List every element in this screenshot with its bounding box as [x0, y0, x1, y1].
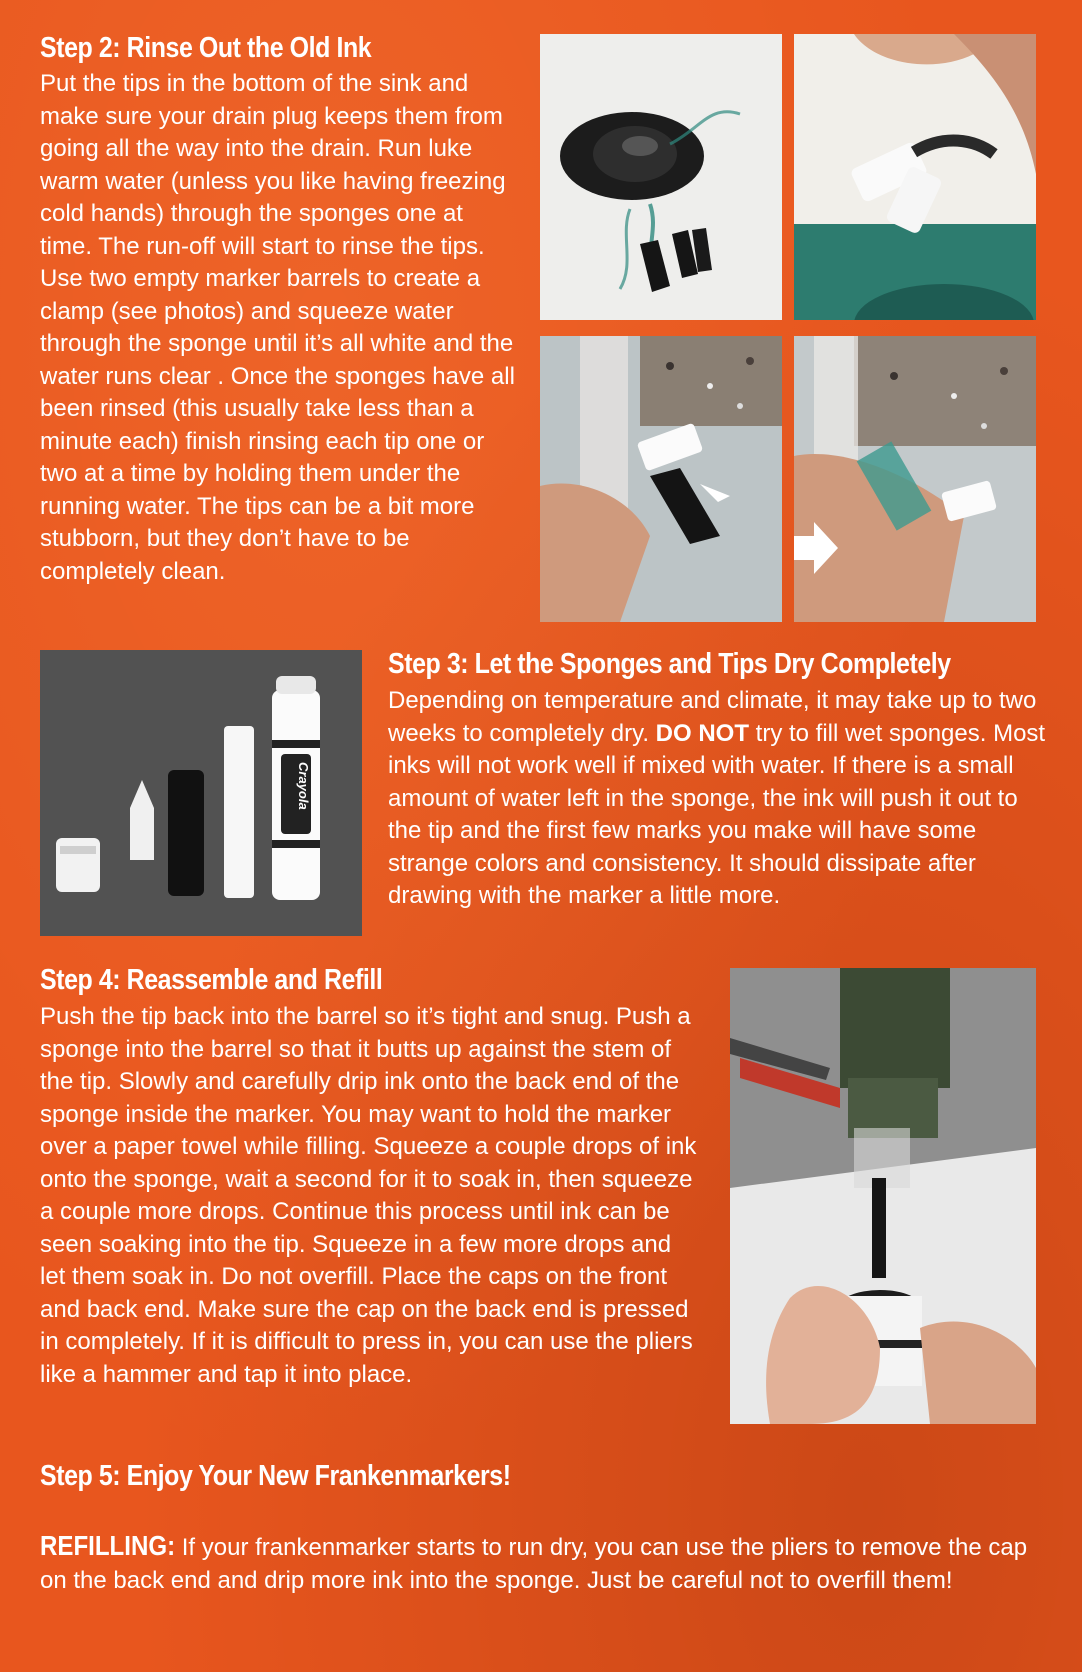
refilling-note: [40, 1530, 1040, 1597]
step4-body: Push the tip back into the barrel so it’s tight and snug. Push a sponge into the barrel so that it butts up against the stem of the tip. Slowly and carefully drip ink onto the back end of the sponge inside the marker. You may want to hold the marker over a paper towel while filling. Squeeze a couple drops of ink onto the sponge, wait a second for it to soak in, then squeeze a couple more drops. Continue this process until ink can be seen soaking into the tip. Squeeze in a few more drops and let them soak in. Do not overfill. Place the caps on the front and back end. Make sure the cap on the back end is pressed in completely. If it is difficult to press in, you can use the pliers like a hammer and tap it into place.: [40, 1003, 697, 1388]
step3-body-text-1: Depending on temperature and climate, it may take up to two weeks to completely dry.: [388, 687, 1037, 747]
marker-parts-photo: [40, 650, 362, 936]
step5-heading: Step 5: Enjoy Your New Frankenmarkers!: [40, 1460, 511, 1492]
refilling-body: If your frankenmarker starts to run dry, you can use the pliers to remove the cap on the back end and drip more ink into the sponge. Just be careful not to overfill them!: [40, 1534, 1028, 1594]
sink-drain-photo: [540, 34, 782, 320]
step4-heading: Step 4: Reassemble and Refill: [40, 964, 383, 996]
rinse-tip-photo-1: [540, 336, 782, 622]
step3-body-text-2: try to fill wet sponges. Most inks will not work well if mixed with water. If there is a small amount of water left in the sponge, the ink will push it out to the tip and the first few marks you make will have some strange colors and consistency. It should dissipate after drawing with the marker a little more.: [388, 719, 1046, 909]
step2-body: Put the tips in the bottom of the sink and make sure your drain plug keeps them from going all the way into the drain. Run luke warm water (unless you like having freezing cold hands) through the sponges one at time. The run-off will start to rinse the tips. Use two empty marker barrels to create a clamp (see photos) and squeeze water through the sponge until it’s all white and the water runs clear . Once the sponges have all been rinsed (this usually take less than a minute each) finish rinsing each tip one or two at a time by holding them under the running water. The tips can be a bit more stubborn, but they don’t have to be completely clean.: [40, 70, 515, 585]
step3-body: [388, 685, 1048, 913]
step3-heading: Step 3: Let the Sponges and Tips Dry Completely: [388, 648, 951, 680]
clamp-squeeze-photo: [794, 34, 1036, 320]
rinse-tip-photo-2: [794, 336, 1036, 622]
step2-heading: Step 2: Rinse Out the Old Ink: [40, 32, 372, 64]
step3-emphasis: DO NOT: [655, 719, 749, 747]
crayola-logo: Crayola: [296, 762, 311, 810]
refill-ink-photo: [730, 968, 1036, 1424]
refilling-label: REFILLING:: [40, 1530, 176, 1561]
